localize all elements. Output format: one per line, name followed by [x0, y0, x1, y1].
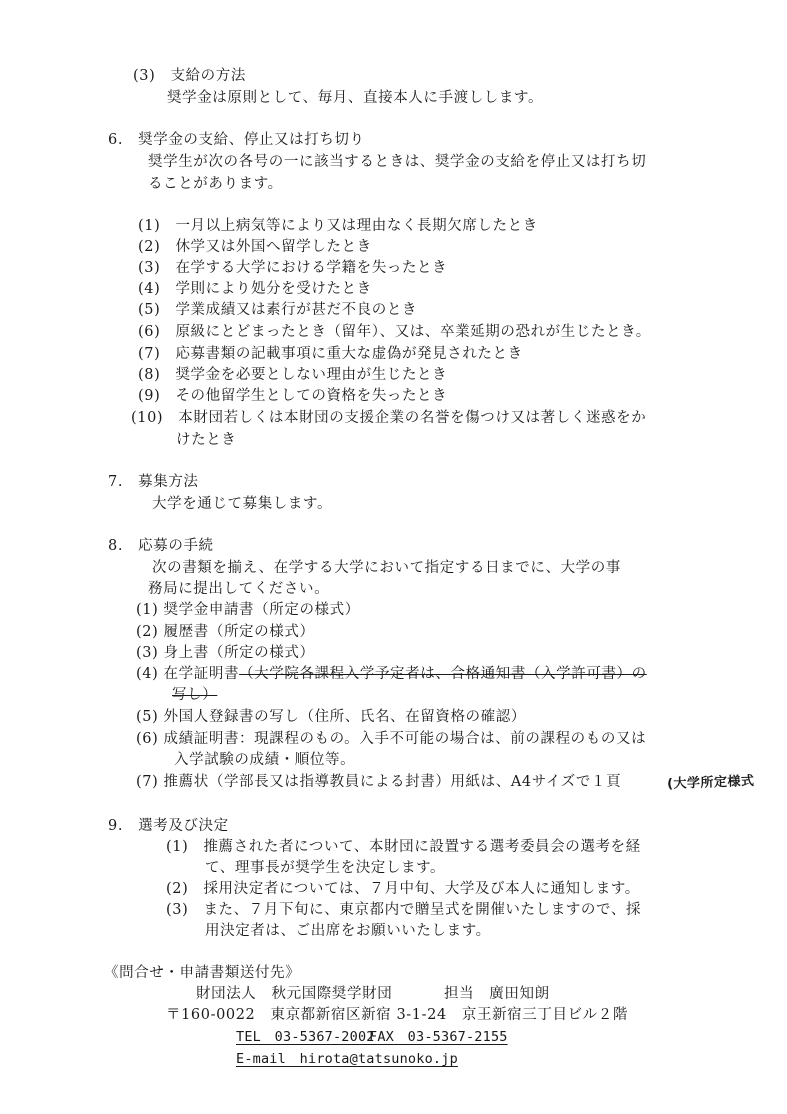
section-8-item: (1) 奨学金申請書（所定の様式） — [136, 602, 360, 618]
section-6-item: (6) 原級にとどまったとき（留年）、又は、卒業延期の恐れが生じたとき。 — [138, 324, 651, 340]
struck-out-text: （大学院各課程入学予定者は、合格通知書（入学許可書）の — [239, 666, 647, 682]
section-8-item: (5) 外国人登録書の写し（住所、氏名、在留資格の確認） — [136, 709, 526, 725]
section-6-heading: 6. 奨学金の支給、停止又は打ち切り — [108, 132, 365, 148]
section-8-item-continuation: 入学試験の成績・順位等。 — [174, 752, 356, 768]
contact-person: 担当 廣田知朗 — [444, 986, 550, 1002]
section-6-item: (4) 学則により処分を受けたとき — [138, 281, 372, 297]
contact-organization: 財団法人 秋元国際奨学財団 — [196, 986, 393, 1002]
section-3-heading: (3) 支給の方法 — [133, 68, 246, 84]
section-6-intro-line2: ることがあります。 — [148, 176, 283, 192]
section-9-heading: 9. 選考及び決定 — [108, 818, 229, 834]
section-8-heading: 8. 応募の手続 — [108, 538, 214, 554]
section-6-intro-line1: 奨学生が次の各号の一に該当するときは、奨学金の支給を停止又は打ち切 — [148, 154, 647, 170]
section-8-item-4 — [136, 664, 647, 684]
section-8-item: (3) 身上書（所定の様式） — [136, 645, 315, 661]
section-3-body: 奨学金は原則として、毎月、直接本人に手渡しします。 — [167, 90, 544, 106]
section-6-item: (3) 在学する大学における学籍を失ったとき — [138, 260, 448, 276]
section-9-item-continuation: 用決定者は、ご出席をお願いいたします。 — [205, 923, 491, 939]
contact-heading: 《問合せ・申請書類送付先》 — [104, 965, 301, 981]
section-8-item: (2) 履歴書（所定の様式） — [136, 624, 315, 640]
section-7-heading: 7. 募集方法 — [108, 474, 199, 490]
section-6-item: (1) 一月以上病気等により又は理由なく長期欠席したとき — [138, 218, 538, 234]
contact-fax: FAX 03-5367-2155 — [369, 1029, 508, 1045]
section-8-intro-line2: 務局に提出してください。 — [148, 581, 330, 597]
section-9-item: (2) 採用決定者については、７月中旬、大学及び本人に通知します。 — [166, 881, 640, 897]
section-6-item: (9) その他留学生としての資格を失ったとき — [138, 388, 448, 404]
section-8-item: (6) 成績証明書：現課程のもの。入手不可能の場合は、前の課程のもの又は — [136, 731, 647, 747]
section-6-item: (8) 奨学金を必要としない理由が生じたとき — [138, 367, 448, 383]
section-6-item: (10) 本財団若しくは本財団の支援企業の名誉を傷つけ又は著しく迷惑をか — [131, 410, 647, 426]
section-8-item: (7) 推薦状（学部長又は指導教員による封書）用紙は、A4サイズで１頁 — [136, 774, 622, 790]
section-6-item: (7) 応募書類の記載事項に重大な虚偽が発見されたとき — [138, 346, 523, 362]
section-6-item-continuation: けたとき — [176, 432, 237, 448]
section-7-body: 大学を通じて募集します。 — [152, 496, 333, 512]
section-9-item: (1) 推薦された者について、本財団に設置する選考委員会の選考を経 — [166, 839, 641, 855]
section-8-intro-line1: 次の書類を揃え、在学する大学において指定する日までに、大学の事 — [152, 560, 621, 576]
section-6-item: (5) 学業成績又は素行が甚だ不良のとき — [138, 302, 418, 318]
section-9-item-continuation: て、理事長が奨学生を決定します。 — [205, 860, 446, 876]
contact-email: E-mail hirota@tatsunoko.jp — [236, 1051, 458, 1067]
contact-telephone: TEL 03-5367-2002 — [236, 1029, 375, 1045]
handwritten-note: (大学所定様式 — [666, 773, 755, 792]
struck-out-text: 写し） — [172, 687, 218, 703]
section-9-item: (3) また、７月下旬に、東京都内で贈呈式を開催いたしますので、採 — [166, 902, 642, 918]
contact-address: 〒160-0022 東京都新宿区新宿 3-1-24 京王新宿三丁目ビル２階 — [166, 1007, 628, 1023]
section-8-item-4-label: (4) 在学証明書 — [136, 666, 240, 682]
section-6-item: (2) 休学又は外国へ留学したとき — [138, 239, 372, 255]
